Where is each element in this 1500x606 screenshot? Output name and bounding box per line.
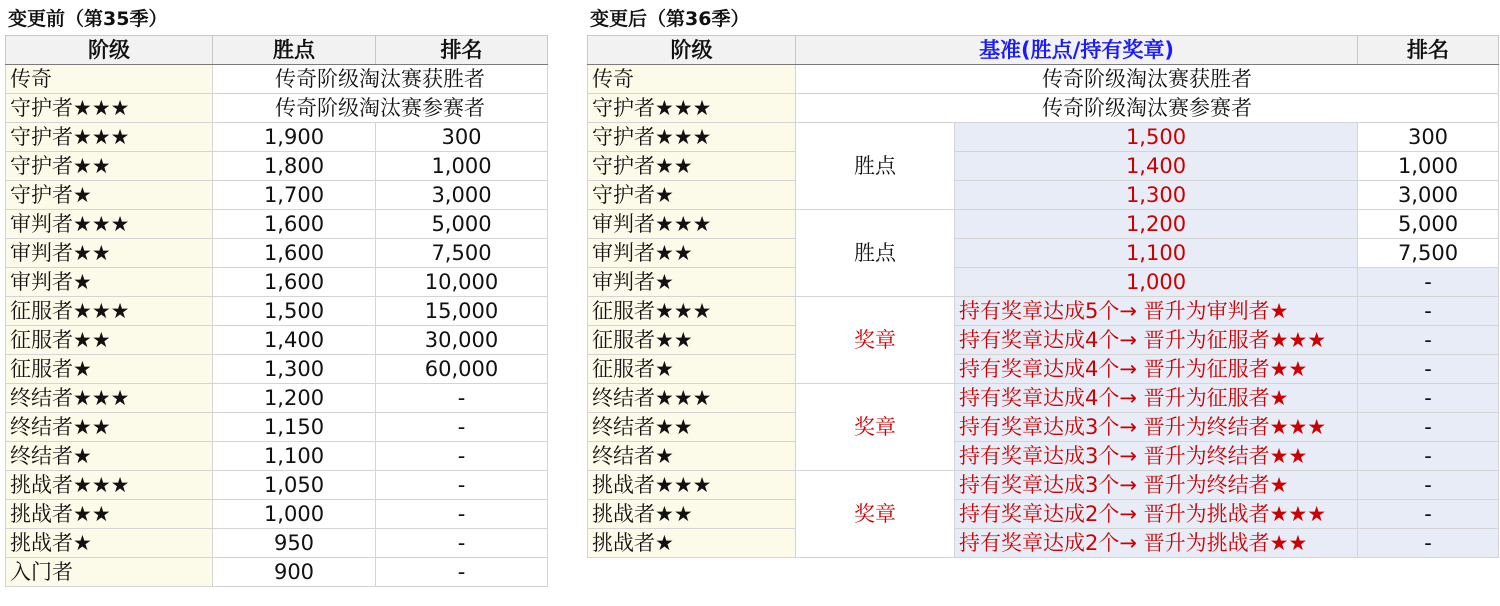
rank-cell: - (1358, 529, 1499, 558)
table-row (588, 297, 1499, 326)
table-row (588, 326, 1499, 355)
criterion-cell: 奖章 (796, 297, 955, 384)
table-row (588, 268, 1499, 297)
points-cell: 1,600 (213, 268, 376, 297)
tier-cell: 征服者★★ (6, 326, 213, 355)
tier-cell: 征服者★★ (588, 326, 796, 355)
requirement-cell: 持有奖章达成3个→ 晋升为终结者★ (955, 471, 1358, 500)
requirement-cell: 1,200 (955, 210, 1358, 239)
table-row (6, 442, 548, 471)
rank-cell: 30,000 (376, 326, 548, 355)
condition-cell: 传奇阶级淘汰赛参赛者 (796, 94, 1499, 123)
rank-cell: 7,500 (376, 239, 548, 268)
rank-cell: 1,000 (376, 152, 548, 181)
table-row (588, 384, 1499, 413)
requirement-cell: 1,500 (955, 123, 1358, 152)
table-row (588, 529, 1499, 558)
requirement-cell: 持有奖章达成4个→ 晋升为征服者★ (955, 384, 1358, 413)
tier-cell: 终结者★★ (6, 413, 213, 442)
rank-cell: 7,500 (1358, 239, 1499, 268)
points-cell: 900 (213, 558, 376, 587)
rank-cell: - (376, 384, 548, 413)
rank-cell: 5,000 (1358, 210, 1499, 239)
column-header-rank: 排名 (1358, 36, 1499, 65)
before-season-title: 变更前（第35季） (8, 8, 168, 30)
tier-cell: 守护者★★★ (588, 123, 796, 152)
requirement-cell: 1,300 (955, 181, 1358, 210)
requirement-cell: 持有奖章达成2个→ 晋升为挑战者★★ (955, 529, 1358, 558)
tier-cell: 挑战者★★ (6, 500, 213, 529)
requirement-cell: 持有奖章达成2个→ 晋升为挑战者★★★ (955, 500, 1358, 529)
rank-cell: - (376, 558, 548, 587)
points-cell: 1,900 (213, 123, 376, 152)
tier-cell: 守护者★★ (588, 152, 796, 181)
table-row (588, 181, 1499, 210)
column-header-rank: 排名 (376, 36, 548, 65)
table-row (6, 384, 548, 413)
table-row (588, 210, 1499, 239)
table-row (6, 239, 548, 268)
condition-cell: 传奇阶级淘汰赛参赛者 (213, 94, 548, 123)
tier-cell: 挑战者★★★ (588, 471, 796, 500)
points-cell: 1,100 (213, 442, 376, 471)
table-row (6, 123, 548, 152)
points-cell: 1,300 (213, 355, 376, 384)
points-cell: 1,000 (213, 500, 376, 529)
header-row (6, 36, 548, 65)
rank-cell: 3,000 (376, 181, 548, 210)
requirement-cell: 持有奖章达成4个→ 晋升为征服者★★ (955, 355, 1358, 384)
table-row (588, 500, 1499, 529)
tier-cell: 征服者★ (588, 355, 796, 384)
criterion-cell: 胜点 (796, 123, 955, 210)
header-row (588, 36, 1499, 65)
rank-cell: - (376, 442, 548, 471)
tier-cell: 传奇 (6, 65, 213, 94)
column-header-points: 胜点 (213, 36, 376, 65)
points-cell: 1,400 (213, 326, 376, 355)
tier-cell: 终结者★★★ (6, 384, 213, 413)
tier-cell: 征服者★★★ (588, 297, 796, 326)
table-row (6, 210, 548, 239)
points-cell: 950 (213, 529, 376, 558)
rank-cell: - (1358, 413, 1499, 442)
tier-cell: 审判者★ (588, 268, 796, 297)
rank-cell: 60,000 (376, 355, 548, 384)
tier-cell: 挑战者★ (6, 529, 213, 558)
points-cell: 1,150 (213, 413, 376, 442)
rank-cell: - (1358, 297, 1499, 326)
table-row (6, 355, 548, 384)
table-row (6, 268, 548, 297)
rank-cell: - (1358, 355, 1499, 384)
tier-cell: 传奇 (588, 65, 796, 94)
table-row (6, 471, 548, 500)
criterion-cell: 胜点 (796, 210, 955, 297)
requirement-cell: 持有奖章达成3个→ 晋升为终结者★★★ (955, 413, 1358, 442)
table-row (588, 239, 1499, 268)
tier-cell: 入门者 (6, 558, 213, 587)
points-cell: 1,500 (213, 297, 376, 326)
criterion-cell: 奖章 (796, 384, 955, 471)
tier-cell: 守护者★★★ (6, 123, 213, 152)
condition-cell: 传奇阶级淘汰赛获胜者 (213, 65, 548, 94)
tier-cell: 挑战者★ (588, 529, 796, 558)
requirement-cell: 持有奖章达成5个→ 晋升为审判者★ (955, 297, 1358, 326)
after-tier-table (587, 35, 1499, 558)
tier-cell: 审判者★★ (6, 239, 213, 268)
points-cell: 1,600 (213, 239, 376, 268)
table-row (588, 65, 1499, 94)
rank-cell: 300 (376, 123, 548, 152)
table-row (6, 413, 548, 442)
table-row (588, 471, 1499, 500)
tier-cell: 守护者★ (6, 181, 213, 210)
table-row (588, 123, 1499, 152)
before-tier-table (5, 35, 548, 587)
rank-cell: - (376, 500, 548, 529)
requirement-cell: 1,000 (955, 268, 1358, 297)
tier-cell: 守护者★★★ (588, 94, 796, 123)
rank-cell: 10,000 (376, 268, 548, 297)
table-row (6, 181, 548, 210)
tier-cell: 守护者★★★ (6, 94, 213, 123)
points-cell: 1,200 (213, 384, 376, 413)
column-header-criteria: 基准(胜点/持有奖章) (796, 36, 1358, 65)
rank-cell: 1,000 (1358, 152, 1499, 181)
table-row (6, 529, 548, 558)
rank-cell: 300 (1358, 123, 1499, 152)
tier-cell: 征服者★ (6, 355, 213, 384)
table-row (588, 152, 1499, 181)
rank-cell: - (376, 471, 548, 500)
rank-cell: - (1358, 384, 1499, 413)
rank-cell: - (1358, 500, 1499, 529)
requirement-cell: 1,400 (955, 152, 1358, 181)
tier-cell: 征服者★★★ (6, 297, 213, 326)
rank-cell: 5,000 (376, 210, 548, 239)
points-cell: 1,600 (213, 210, 376, 239)
tier-cell: 终结者★ (6, 442, 213, 471)
table-row (6, 297, 548, 326)
rank-cell: - (1358, 268, 1499, 297)
rank-cell: 15,000 (376, 297, 548, 326)
tier-cell: 终结者★ (588, 442, 796, 471)
table-row (588, 442, 1499, 471)
column-header-tier: 阶级 (6, 36, 213, 65)
tier-cell: 守护者★★ (6, 152, 213, 181)
tier-cell: 终结者★★ (588, 413, 796, 442)
table-row (6, 326, 548, 355)
requirement-cell: 持有奖章达成4个→ 晋升为征服者★★★ (955, 326, 1358, 355)
rank-cell: - (376, 529, 548, 558)
tier-cell: 挑战者★★★ (6, 471, 213, 500)
table-row (588, 413, 1499, 442)
tier-cell: 守护者★ (588, 181, 796, 210)
table-row (588, 94, 1499, 123)
table-row (6, 558, 548, 587)
column-header-tier: 阶级 (588, 36, 796, 65)
points-cell: 1,700 (213, 181, 376, 210)
points-cell: 1,050 (213, 471, 376, 500)
tier-cell: 审判者★ (6, 268, 213, 297)
tier-cell: 审判者★★★ (588, 210, 796, 239)
table-row (6, 500, 548, 529)
tier-cell: 终结者★★★ (588, 384, 796, 413)
after-season-title: 变更后（第36季） (590, 8, 750, 30)
requirement-cell: 1,100 (955, 239, 1358, 268)
rank-cell: 3,000 (1358, 181, 1499, 210)
table-row (588, 355, 1499, 384)
rank-cell: - (1358, 471, 1499, 500)
tier-cell: 挑战者★★ (588, 500, 796, 529)
rank-cell: - (1358, 442, 1499, 471)
tier-cell: 审判者★★★ (6, 210, 213, 239)
criterion-cell: 奖章 (796, 471, 955, 558)
table-row (6, 65, 548, 94)
condition-cell: 传奇阶级淘汰赛获胜者 (796, 65, 1499, 94)
requirement-cell: 持有奖章达成3个→ 晋升为终结者★★ (955, 442, 1358, 471)
table-row (6, 94, 548, 123)
rank-cell: - (376, 413, 548, 442)
tier-cell: 审判者★★ (588, 239, 796, 268)
points-cell: 1,800 (213, 152, 376, 181)
table-row (6, 152, 548, 181)
rank-cell: - (1358, 326, 1499, 355)
